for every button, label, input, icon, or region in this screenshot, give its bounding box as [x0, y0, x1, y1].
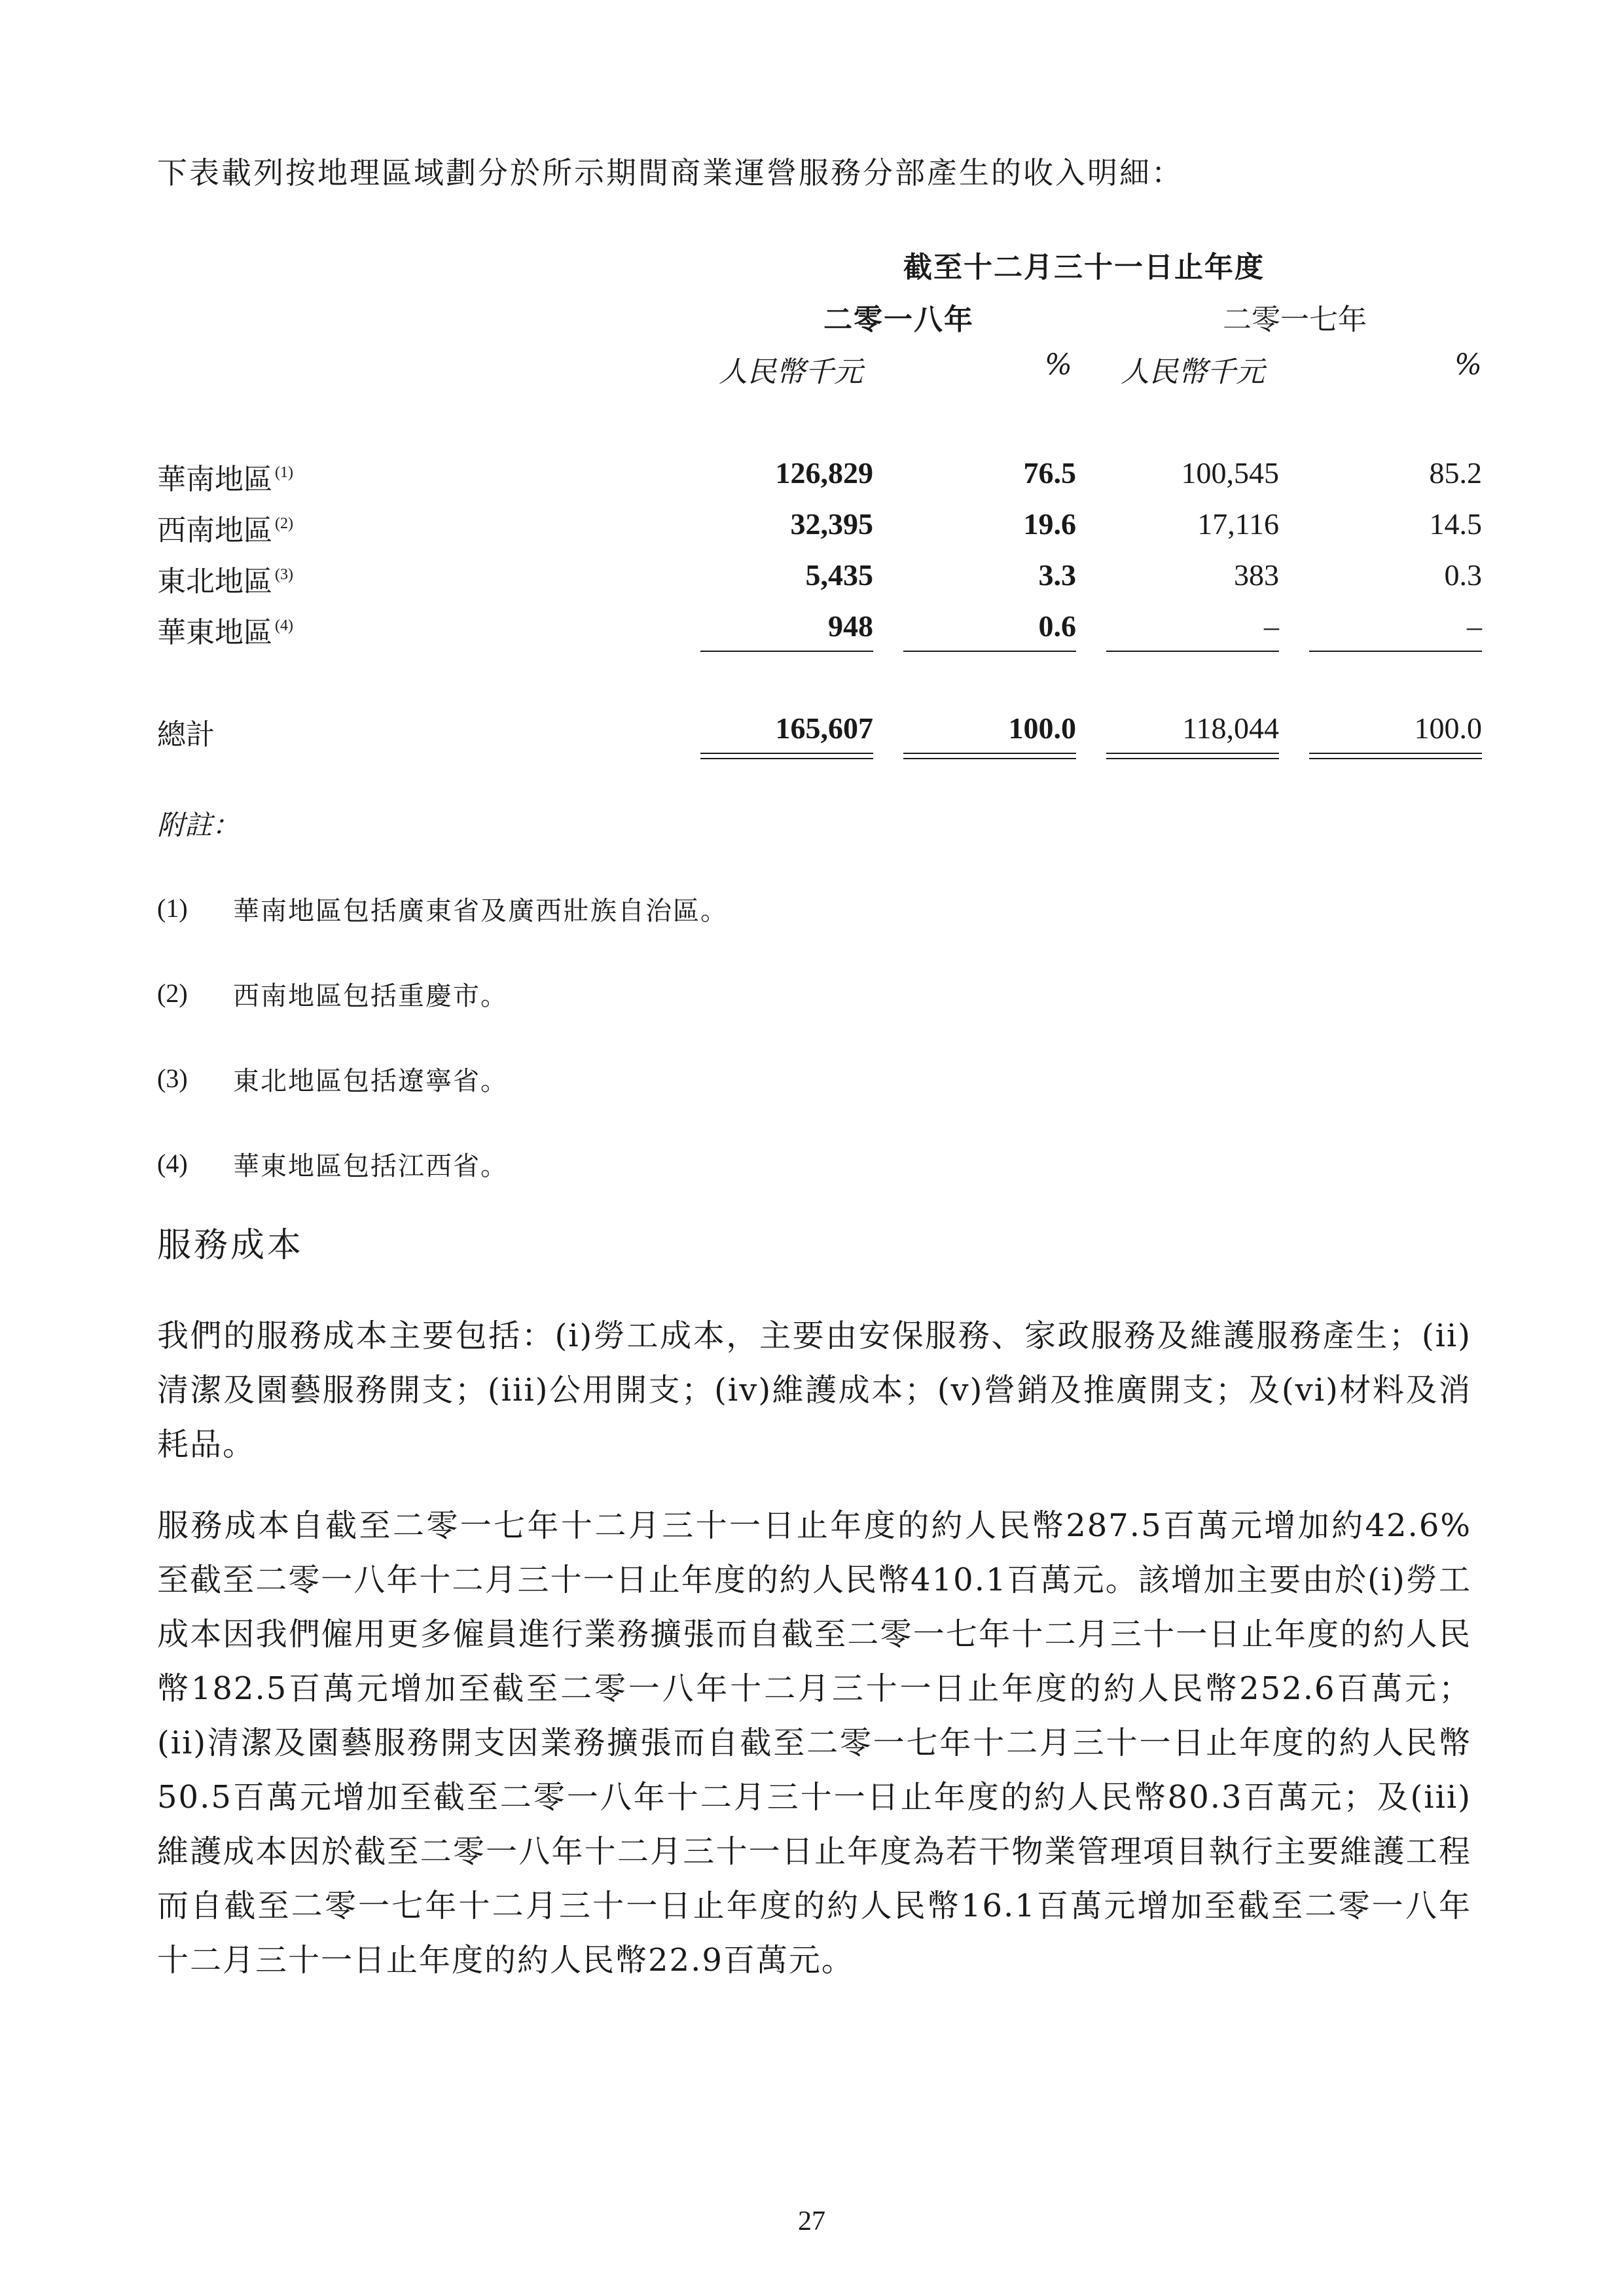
row-label-southwest: [157, 507, 293, 548]
row-label-northeast: [157, 558, 293, 600]
subtotal-rule-2: [903, 651, 1076, 652]
note-text-1: 華南地區包括廣東省及廣西壯族自治區。: [233, 896, 728, 926]
note-text-3: 東北地區包括遼寧省。: [233, 1066, 508, 1096]
pct-2018-northeast: 3.3: [1038, 558, 1076, 592]
rmb-2018-northeast: 5,435: [805, 558, 873, 592]
row-note-ref: (2): [275, 515, 293, 532]
period-header: 截至十二月三十一日止年度: [903, 251, 1265, 284]
rmb-2018-south: 126,829: [775, 456, 873, 490]
subtotal-rule-3: [1106, 651, 1279, 652]
pct-2017-total: 100.0: [1414, 711, 1482, 745]
note-number-3: (3): [157, 1064, 188, 1093]
unit-rmb-2017: 人民幣千元: [1121, 355, 1265, 389]
pct-2018-east: 0.6: [1038, 609, 1076, 643]
total-double-rule-3: [1106, 753, 1279, 759]
total-double-rule-4: [1309, 753, 1482, 759]
note-number-4: (4): [157, 1149, 188, 1178]
row-label-east: [157, 609, 293, 651]
row-label-south: [157, 456, 293, 497]
total-double-rule-2: [903, 753, 1076, 759]
section-title: 服務成本: [157, 1226, 304, 1265]
year-2017-header: 二零一七年: [1223, 303, 1367, 336]
pct-2017-northeast: 0.3: [1444, 558, 1482, 592]
page-number: 27: [798, 2206, 825, 2236]
pct-2017-south: 85.2: [1429, 456, 1482, 490]
unit-pct-2018: %: [1045, 348, 1072, 382]
row-note-ref: (3): [275, 566, 293, 583]
rmb-2017-northeast: 383: [1234, 558, 1279, 592]
unit-pct-2017: %: [1454, 348, 1482, 382]
row-label-text: 西南地區: [157, 514, 272, 547]
rmb-2017-total: 118,044: [1182, 711, 1279, 745]
pct-2017-east: –: [1467, 609, 1482, 643]
section-paragraph-2: 服務成本自截至二零一七年十二月三十一日止年度的約人民幣287.5百萬元增加約42.6%至截至二零一八年十二月三十一日止年度的約人民幣410.1百萬元。該增加主要由於(i)勞工成本因我們僱用更多僱員進行業務擴張而自截至二零一七年十二月三十一日止年度的約人民幣182.5百萬元增加至截至二零一八年十二月三十一日止年度的約人民幣252.6百萬元；(ii)清潔及園藝服務開支因業務擴張而自截至二零一七年十二月三十一日止年度的約人民幣50.5百萬元增加至截至二零一八年十二月三十一日止年度的約人民幣80.3百萬元；及(iii)維護成本因於截至二零一八年十二月三十一日止年度為若干物業管理項目執行主要維護工程而自截至二零一七年十二月三十一日止年度的約人民幣16.1百萬元增加至截至二零一八年十二月三十一日止年度的約人民幣22.9百萬元。: [157, 1507, 1471, 1979]
note-number-1: (1): [157, 893, 188, 923]
rmb-2017-south: 100,545: [1181, 456, 1279, 490]
row-note-ref: (1): [275, 464, 293, 481]
row-label-text: 東北地區: [157, 565, 272, 598]
note-text-4: 華東地區包括江西省。: [233, 1151, 508, 1181]
subtotal-rule-1: [700, 651, 873, 652]
section-paragraph-1: 我們的服務成本主要包括：(i)勞工成本，主要由安保服務、家政服務及維護服務產生；(ii)清潔及園藝服務開支；(iii)公用開支；(iv)維護成本；(v)營銷及推廣開支；及(vi)材料及消耗品。: [157, 1318, 1471, 1463]
pct-2018-southwest: 19.6: [1023, 507, 1076, 541]
rmb-2017-southwest: 17,116: [1197, 507, 1279, 541]
subtotal-rule-4: [1309, 651, 1482, 652]
notes-title: 附註：: [157, 809, 240, 841]
rmb-2018-total: 165,607: [775, 711, 873, 745]
pct-2018-total: 100.0: [1008, 711, 1076, 745]
total-label: 總計: [157, 718, 215, 751]
row-note-ref: (4): [275, 617, 293, 634]
intro-text: 下表載列按地理區域劃分於所示期間商業運營服務分部產生的收入明細：: [157, 155, 1183, 190]
year-2018-header: 二零一八年: [823, 303, 974, 336]
row-label-text: 華南地區: [157, 463, 272, 496]
note-text-2: 西南地區包括重慶市。: [233, 981, 508, 1011]
rmb-2018-east: 948: [828, 609, 873, 643]
total-double-rule-1: [700, 753, 873, 759]
unit-rmb-2018: 人民幣千元: [719, 355, 863, 389]
row-label-text: 華東地區: [157, 616, 272, 649]
note-number-2: (2): [157, 978, 188, 1008]
rmb-2018-southwest: 32,395: [790, 507, 873, 541]
rmb-2017-east: –: [1264, 609, 1279, 643]
pct-2018-south: 76.5: [1023, 456, 1076, 490]
pct-2017-southwest: 14.5: [1429, 507, 1482, 541]
